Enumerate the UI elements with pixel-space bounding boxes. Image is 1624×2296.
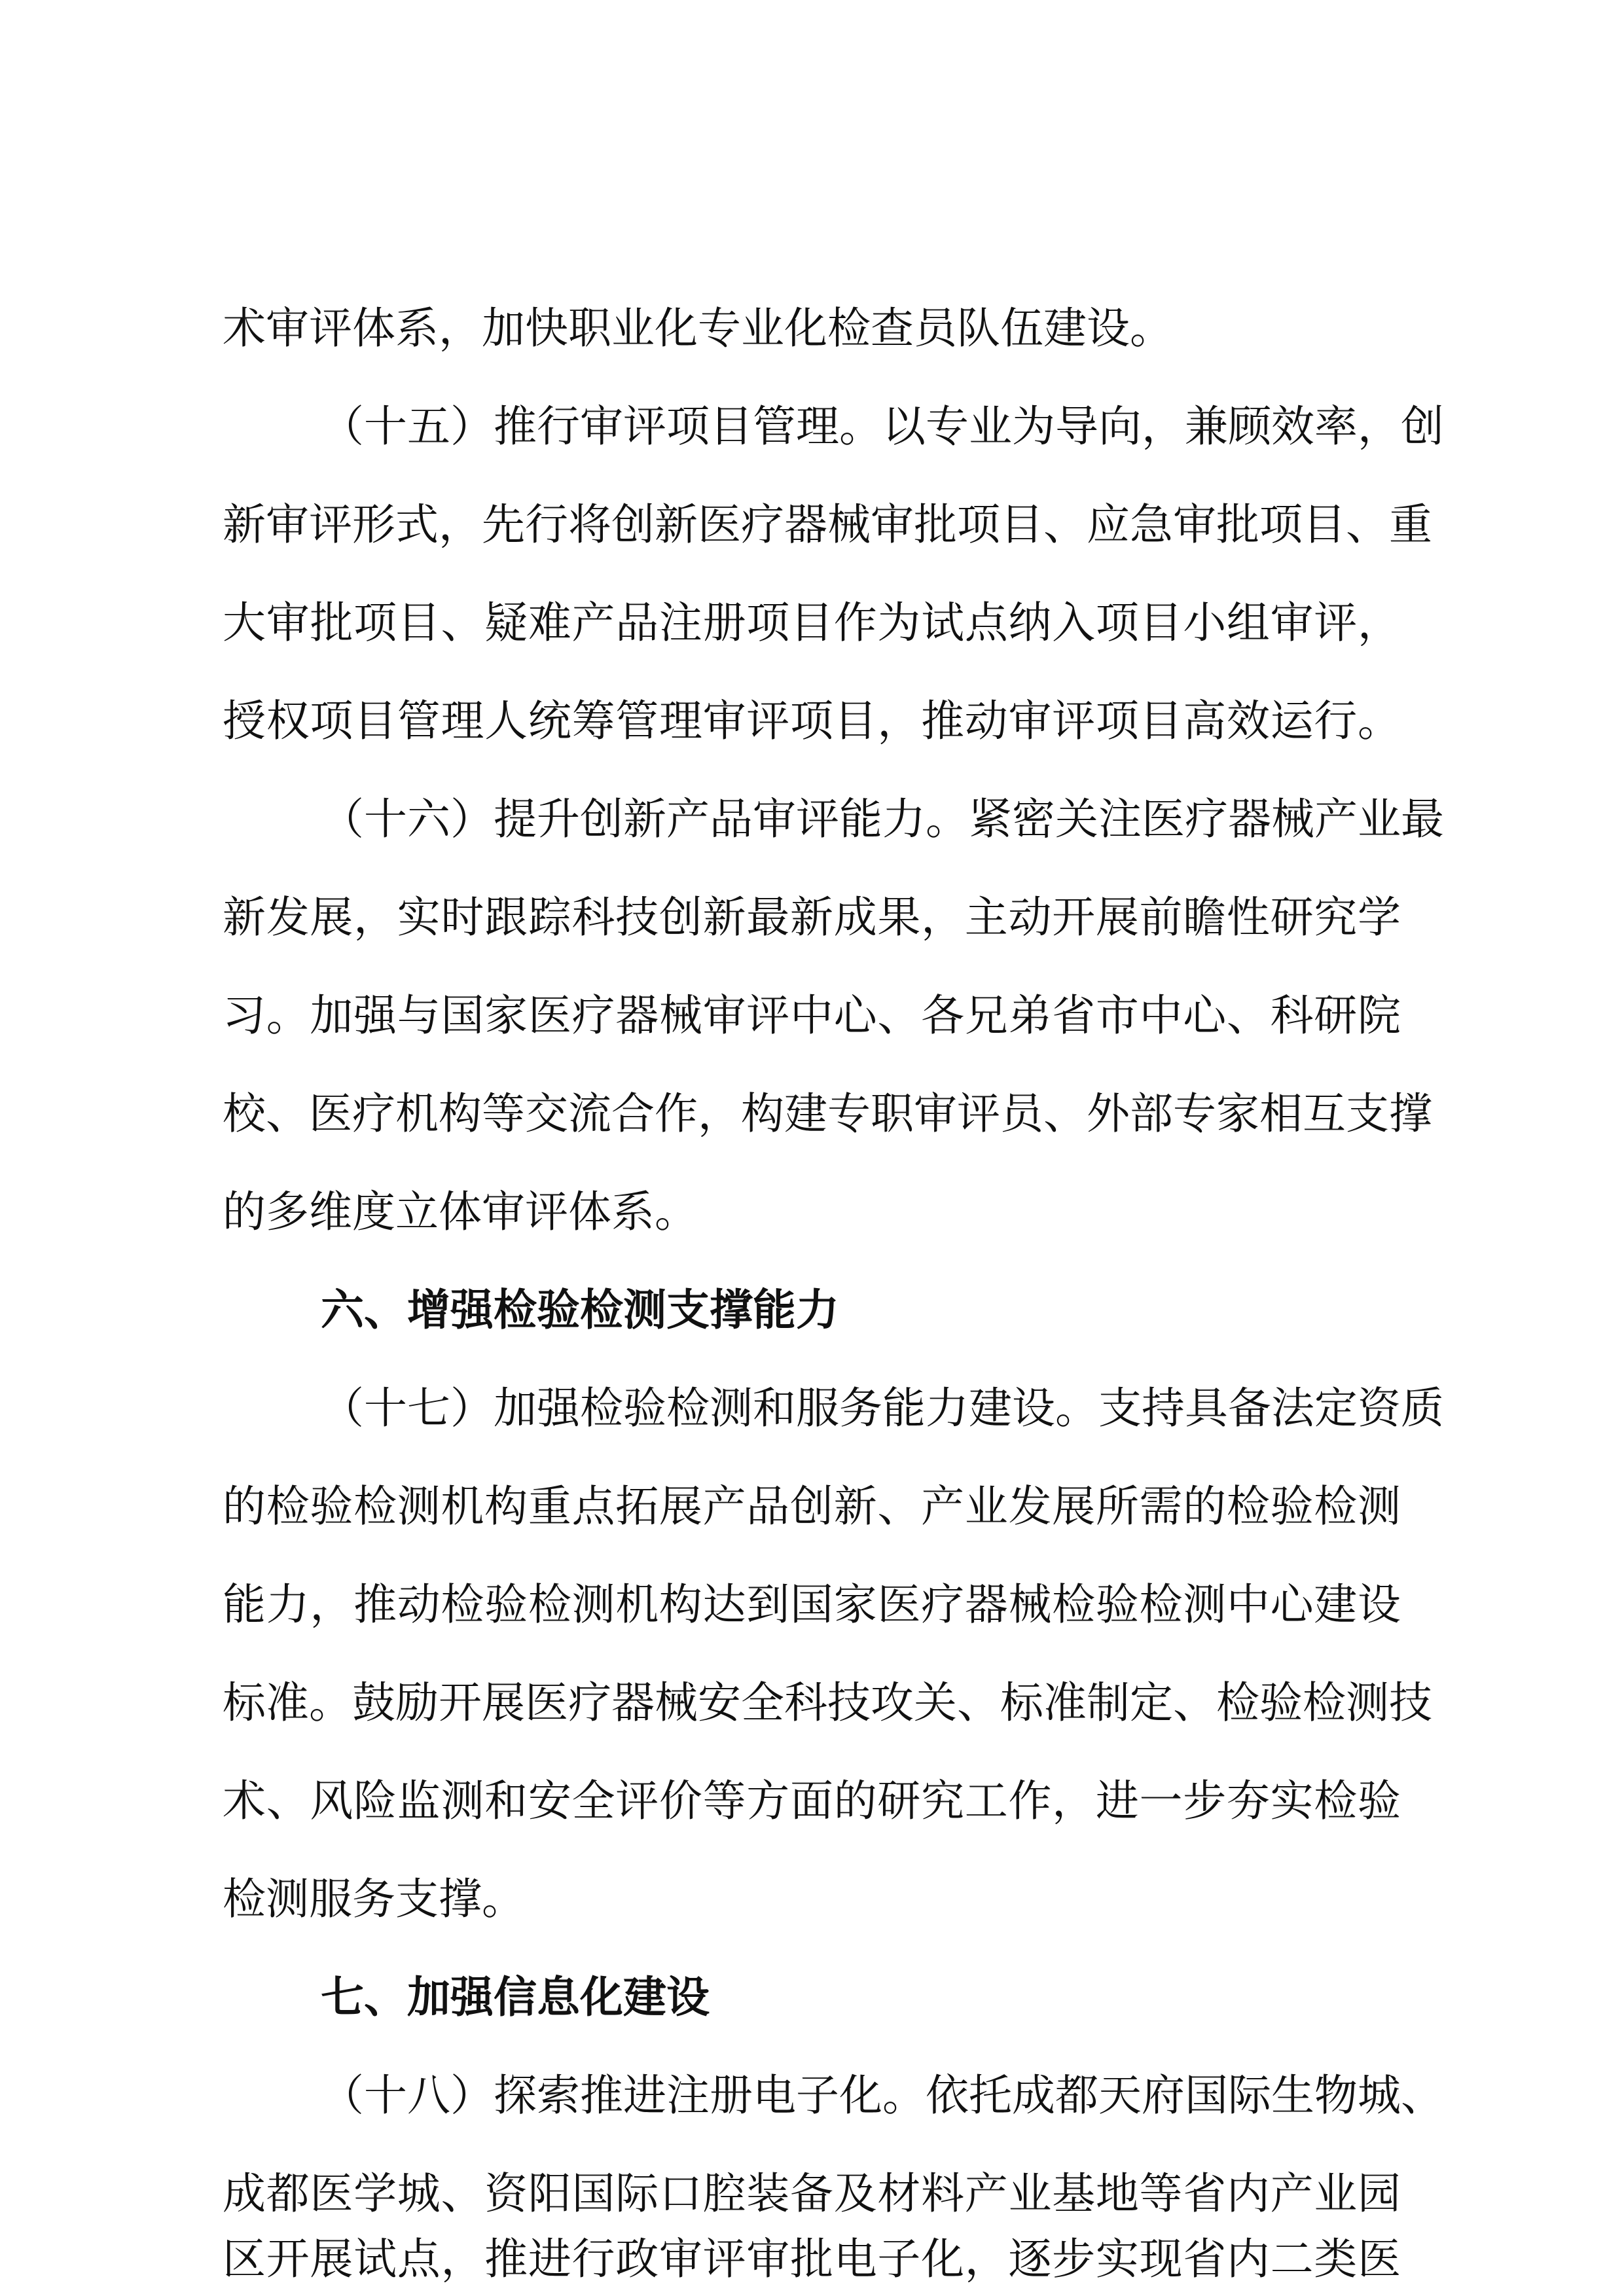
body-line: 术审评体系，加快职业化专业化检查员队伍建设。 (223, 303, 1173, 353)
para-first-line: （十五）推行审评项目管理。以专业为导向，兼顾效率，创 (321, 401, 1444, 452)
body-line: 习。加强与国家医疗器械审评中心、各兄弟省市中心、科研院 (223, 990, 1401, 1041)
section-heading: 七、加强信息化建设 (321, 1972, 710, 2022)
body-line: 术、风险监测和安全评价等方面的研究工作，进一步夯实检验 (223, 1776, 1401, 1826)
para-first-line: （十六）提升创新产品审评能力。紧密关注医疗器械产业最 (321, 794, 1444, 844)
body-line: 成都医学城、资阳国际口腔装备及材料产业基地等省内产业园 (223, 2168, 1401, 2219)
para-first-line: （十七）加强检验检测和服务能力建设。支持具备法定资质 (321, 1383, 1444, 1433)
body-line: 的多维度立体审评体系。 (223, 1187, 698, 1237)
body-line: 大审批项目、疑难产品注册项目作为试点纳入项目小组审评， (223, 598, 1401, 648)
body-line: 标准。鼓励开展医疗器械安全科技攻关、标准制定、检验检测技 (223, 1677, 1432, 1728)
body-line: 校、医疗机构等交流合作，构建专职审评员、外部专家相互支撑 (223, 1088, 1432, 1139)
body-line: 授权项目管理人统筹管理审评项目，推动审评项目高效运行。 (223, 696, 1401, 746)
para-first-line: （十八）探索推进注册电子化。依托成都天府国际生物城、 (321, 2070, 1444, 2121)
body-line: 的检验检测机构重点拓展产品创新、产业发展所需的检验检测 (223, 1481, 1401, 1532)
body-line: 检测服务支撑。 (223, 1874, 525, 1924)
body-line: 能力，推动检验检测机构达到国家医疗器械检验检测中心建设 (223, 1579, 1401, 1630)
body-line: 新审评形式，先行将创新医疗器械审批项目、应急审批项目、重 (223, 499, 1432, 550)
body-line: 新发展，实时跟踪科技创新最新成果，主动开展前瞻性研究学 (223, 892, 1401, 942)
body-line: 区开展试点，推进行政审评审批电子化，逐步实现省内二类医 (223, 2234, 1401, 2284)
section-heading: 六、增强检验检测支撑能力 (321, 1285, 839, 1335)
